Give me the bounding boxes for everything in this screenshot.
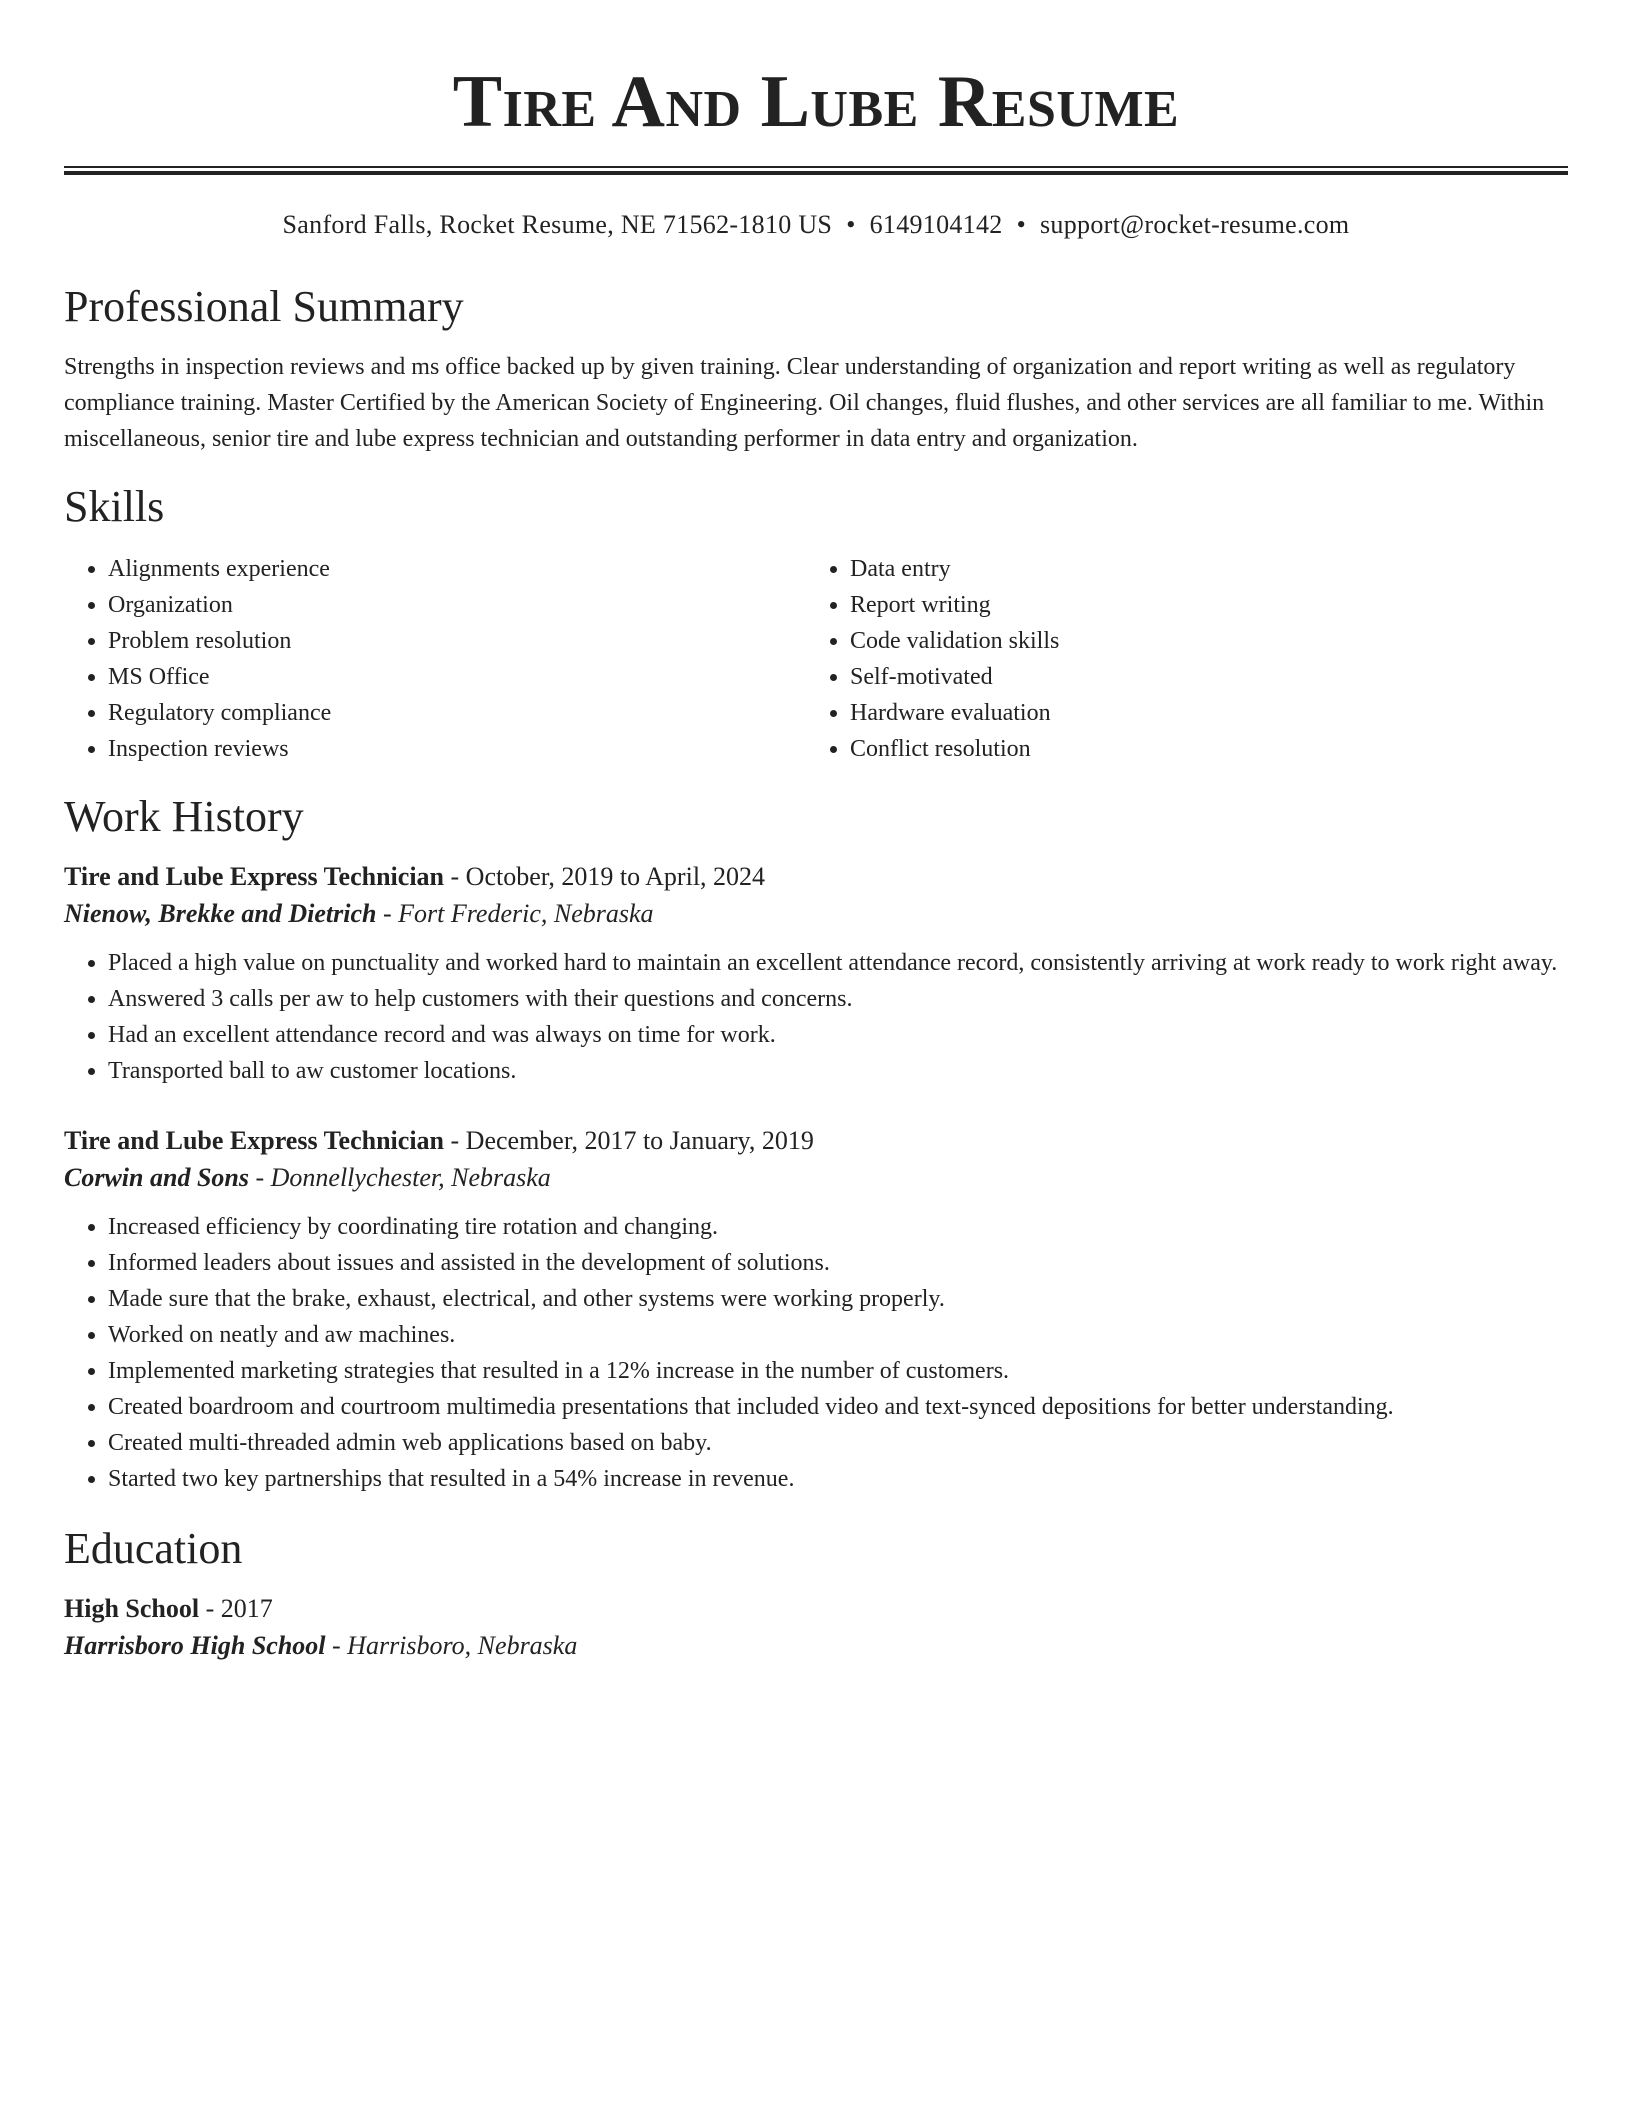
job-bullet: • Started two key partnerships that resulted in a 54% increase in revenue.	[108, 1461, 1568, 1497]
education-entry	[64, 1591, 1568, 1665]
contact-separator: •	[1016, 210, 1027, 239]
skill-item: • Data entry	[850, 551, 1548, 587]
contact-line	[64, 209, 1568, 241]
skills-column-left	[64, 551, 806, 767]
job-title-line	[64, 859, 1568, 895]
job-bullet: • Informed leaders about issues and assisted in the development of solutions.	[108, 1245, 1568, 1281]
skills-column-right	[806, 551, 1548, 767]
job-company: Nienow, Brekke and Dietrich	[64, 899, 377, 928]
job-entry	[64, 859, 1568, 1089]
summary-text: Strengths in inspection reviews and ms office backed up by given training. Clear understanding of organization and report writing as well as regulatory compliance training. Master Certified by the American Society of Engineering. Oil changes, fluid flushes, and other services are all familiar to me. Within miscellaneous, senior tire and lube express technician and outstanding performer in data entry and organization.	[64, 354, 1545, 452]
job-bullet: • Created boardroom and courtroom multimedia presentations that included video and text-synced depositions for better understanding.	[108, 1389, 1568, 1425]
contact-separator: •	[846, 210, 856, 239]
skills-heading: Skills	[64, 482, 165, 531]
job-dates: - December, 2017 to January, 2019	[444, 1126, 814, 1155]
education-year: - 2017	[199, 1594, 273, 1623]
education-school: Harrisboro High School	[64, 1631, 326, 1660]
title-divider	[64, 166, 1568, 175]
skill-item: • Problem resolution	[108, 623, 806, 659]
job-bullet: • Had an excellent attendance record and was always on time for work.	[108, 1017, 1568, 1053]
skills-list	[64, 551, 1568, 767]
job-title-line	[64, 1123, 1568, 1159]
job-bullet: • Made sure that the brake, exhaust, electrical, and other systems were working properly.	[108, 1281, 1568, 1317]
job-bullet: • Created multi-threaded admin web applications based on baby.	[108, 1425, 1568, 1461]
skill-item: • Code validation skills	[850, 623, 1548, 659]
contact-email: support@rocket-resume.com	[1040, 210, 1350, 239]
skill-item: • Conflict resolution	[850, 731, 1548, 767]
summary-heading: Professional Summary	[64, 282, 464, 331]
job-bullets	[64, 945, 1568, 1089]
job-location: - Donnellychester, Nebraska	[248, 1163, 551, 1192]
work-history-heading: Work History	[64, 792, 304, 841]
resume-title: Tire And Lube Resume	[452, 61, 1180, 143]
job-title: Tire and Lube Express Technician	[64, 1126, 445, 1155]
education-degree-line	[64, 1591, 1568, 1627]
education-heading: Education	[64, 1524, 243, 1573]
job-bullets	[64, 1209, 1568, 1497]
job-company-line	[64, 895, 1568, 933]
job-company: Corwin and Sons	[64, 1163, 249, 1192]
skill-item: • Self-motivated	[850, 659, 1548, 695]
job-bullet: • Answered 3 calls per aw to help customers with their questions and concerns.	[108, 981, 1568, 1017]
education-school-line	[64, 1627, 1568, 1665]
skill-item: • Alignments experience	[108, 551, 806, 587]
job-bullet: • Increased efficiency by coordinating tire rotation and changing.	[108, 1209, 1568, 1245]
job-bullet: • Implemented marketing strategies that resulted in a 12% increase in the number of customers.	[108, 1353, 1568, 1389]
job-location: - Fort Frederic, Nebraska	[376, 899, 654, 928]
job-company-line	[64, 1159, 1568, 1197]
job-bullet: • Transported ball to aw customer locations.	[108, 1053, 1568, 1089]
job-dates: - October, 2019 to April, 2024	[444, 862, 766, 891]
skill-item: • Hardware evaluation	[850, 695, 1548, 731]
contact-address: Sanford Falls, Rocket Resume, NE 71562-1810 US	[282, 210, 833, 239]
education-degree: High School	[64, 1594, 200, 1623]
contact-phone: 6149104142	[869, 210, 1003, 239]
job-bullet: • Placed a high value on punctuality and worked hard to maintain an excellent attendance record, consistently arriving at work ready to work right away.	[108, 945, 1568, 981]
skill-item: • Inspection reviews	[108, 731, 806, 767]
job-entry	[64, 1123, 1568, 1497]
education-location: - Harrisboro, Nebraska	[325, 1631, 578, 1660]
skill-item: • MS Office	[108, 659, 806, 695]
skill-item: • Regulatory compliance	[108, 695, 806, 731]
job-title: Tire and Lube Express Technician	[64, 862, 445, 891]
skill-item: • Organization	[108, 587, 806, 623]
skill-item: • Report writing	[850, 587, 1548, 623]
job-bullet: • Worked on neatly and aw machines.	[108, 1317, 1568, 1353]
